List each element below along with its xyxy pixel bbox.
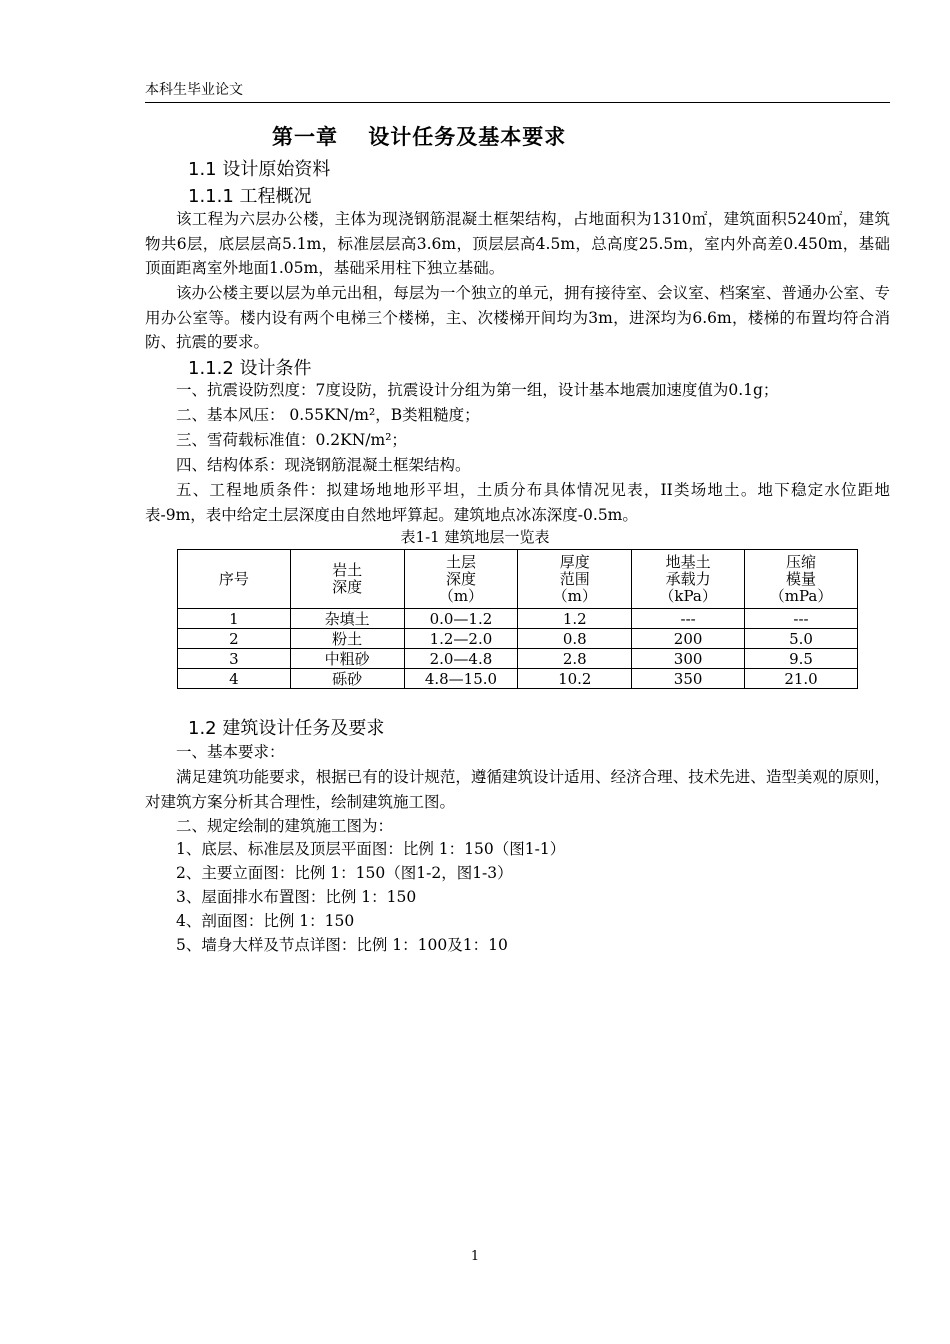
condition-snow: 三、雪荷载标准值：0.2KN/m²； <box>176 431 407 449</box>
drawing-item: 2、主要立面图：比例 1：150（图1-2，图1-3） <box>176 864 513 882</box>
table-cell: 4.8—15.0 <box>404 669 518 689</box>
table-cell: --- <box>632 609 745 629</box>
overview-paragraph-1: 该工程为六层办公楼，主体为现浇钢筋混凝土框架结构，占地面积为1310㎡，建筑面积5240㎡，建筑物共6层，底层层高5.1m，标准层层高3.6m，顶层层高4.5m，总高度25.5m，室内外高差0.450m，基础顶面距离室外地面1.05m，基础采用柱下独立基础。 <box>145 210 890 277</box>
table-cell: 中粗砂 <box>290 649 404 669</box>
drawing-item: 5、墙身大样及节点详图：比例 1：100及1：10 <box>176 936 508 954</box>
header-line: （kPa） <box>659 586 717 605</box>
header-line: 序号 <box>218 569 249 588</box>
header-line: 压缩 <box>786 552 817 571</box>
basic-requirements-title: 一、基本要求： <box>176 743 285 761</box>
section-1-1-heading: 1.1 设计原始资料 <box>188 159 331 180</box>
table-cell: 砾砂 <box>290 669 404 689</box>
table-row <box>178 609 858 629</box>
table-cell: 9.5 <box>745 649 858 669</box>
table-cell: 1.2 <box>518 609 632 629</box>
table-cell: 300 <box>632 649 745 669</box>
header-line: 深度 <box>332 578 363 596</box>
chapter-title: 第一章 设计任务及基本要求 <box>272 125 567 149</box>
header-bearing-capacity <box>632 550 745 609</box>
table-cell: 4 <box>178 669 291 689</box>
condition-seismic: 一、抗震设防烈度：7度设防，抗震设计分组为第一组，设计基本地震加速度值为0.1g； <box>176 381 779 399</box>
table-cell: 21.0 <box>745 669 858 689</box>
drawing-item: 4、剖面图：比例 1：150 <box>176 912 355 930</box>
header-text: 本科生毕业论文 <box>145 82 243 98</box>
table-cell: 350 <box>632 669 745 689</box>
table-cell: 2.8 <box>518 649 632 669</box>
table-cell: 1 <box>178 609 291 629</box>
table-cell: 杂填土 <box>290 609 404 629</box>
section-1-1-2-heading: 1.1.2 设计条件 <box>188 358 312 379</box>
table-cell: 粉土 <box>290 629 404 649</box>
page-number: 1 <box>470 1249 480 1264</box>
header-line: 深度 <box>445 569 476 588</box>
table-row <box>178 629 858 649</box>
table-cell: 0.0—1.2 <box>404 609 518 629</box>
drawing-item: 3、屋面排水布置图：比例 1：150 <box>176 888 417 906</box>
header-layer-depth <box>404 550 518 609</box>
table-cell: 1.2—2.0 <box>404 629 518 649</box>
header-seq <box>178 550 291 609</box>
section-1-2-heading: 1.2 建筑设计任务及要求 <box>188 718 385 739</box>
condition-geology: 五、工程地质条件：拟建场地地形平坦，土质分布具体情况见表，II类场地土。地下稳定水位距地表-9m，表中给定土层深度由自然地坪算起。建筑地点冰冻深度-0.5m。 <box>145 481 890 524</box>
table-header-row <box>178 550 858 609</box>
condition-wind: 二、基本风压： 0.55KN/m²，B类粗糙度； <box>176 406 480 424</box>
table-cell: 5.0 <box>745 629 858 649</box>
table-cell: 200 <box>632 629 745 649</box>
header-line: 土层 <box>445 552 476 571</box>
condition-structure: 四、结构体系：现浇钢筋混凝土框架结构。 <box>176 456 471 474</box>
header-rock-soil <box>290 550 404 609</box>
soil-layer-table <box>177 549 858 689</box>
header-line: （m） <box>438 586 484 605</box>
table-cell: --- <box>745 609 858 629</box>
header-line: 模量 <box>786 569 817 588</box>
header-line: （m） <box>552 586 597 605</box>
table-row <box>178 669 858 689</box>
header-line: （mPa） <box>769 586 833 605</box>
table-cell: 2.0—4.8 <box>404 649 518 669</box>
page-header <box>145 80 890 103</box>
header-line: 地基土 <box>665 552 711 571</box>
overview-paragraph-2: 该办公楼主要以层为单元出租，每层为一个独立的单元，拥有接待室、会议室、档案室、普通办公室、专用办公室等。楼内设有两个电梯三个楼梯，主、次楼梯开间均为3m，进深均为6.6m，楼梯的布置均符合消防、抗震的要求。 <box>145 284 890 351</box>
section-1-1-1-heading: 1.1.1 工程概况 <box>188 186 312 207</box>
basic-requirements-paragraph: 满足建筑功能要求，根据已有的设计规范，遵循建筑设计适用、经济合理、技术先进、造型美观的原则，对建筑方案分析其合理性，绘制建筑施工图。 <box>145 768 890 811</box>
drawing-item: 1、底层、标准层及顶层平面图：比例 1：150（图1-1） <box>176 840 566 858</box>
table-cell: 10.2 <box>518 669 632 689</box>
header-line: 厚度 <box>559 552 590 571</box>
table-row <box>178 649 858 669</box>
table-cell: 3 <box>178 649 291 669</box>
table-caption: 表1-1 建筑地层一览表 <box>400 528 550 546</box>
header-line: 承载力 <box>665 569 711 588</box>
drawings-title: 二、规定绘制的建筑施工图为： <box>176 817 394 835</box>
header-thickness <box>518 550 632 609</box>
table-cell: 0.8 <box>518 629 632 649</box>
header-line: 岩土 <box>332 561 363 579</box>
table-cell: 2 <box>178 629 291 649</box>
header-line: 范围 <box>559 569 590 588</box>
header-compression-modulus <box>745 550 858 609</box>
